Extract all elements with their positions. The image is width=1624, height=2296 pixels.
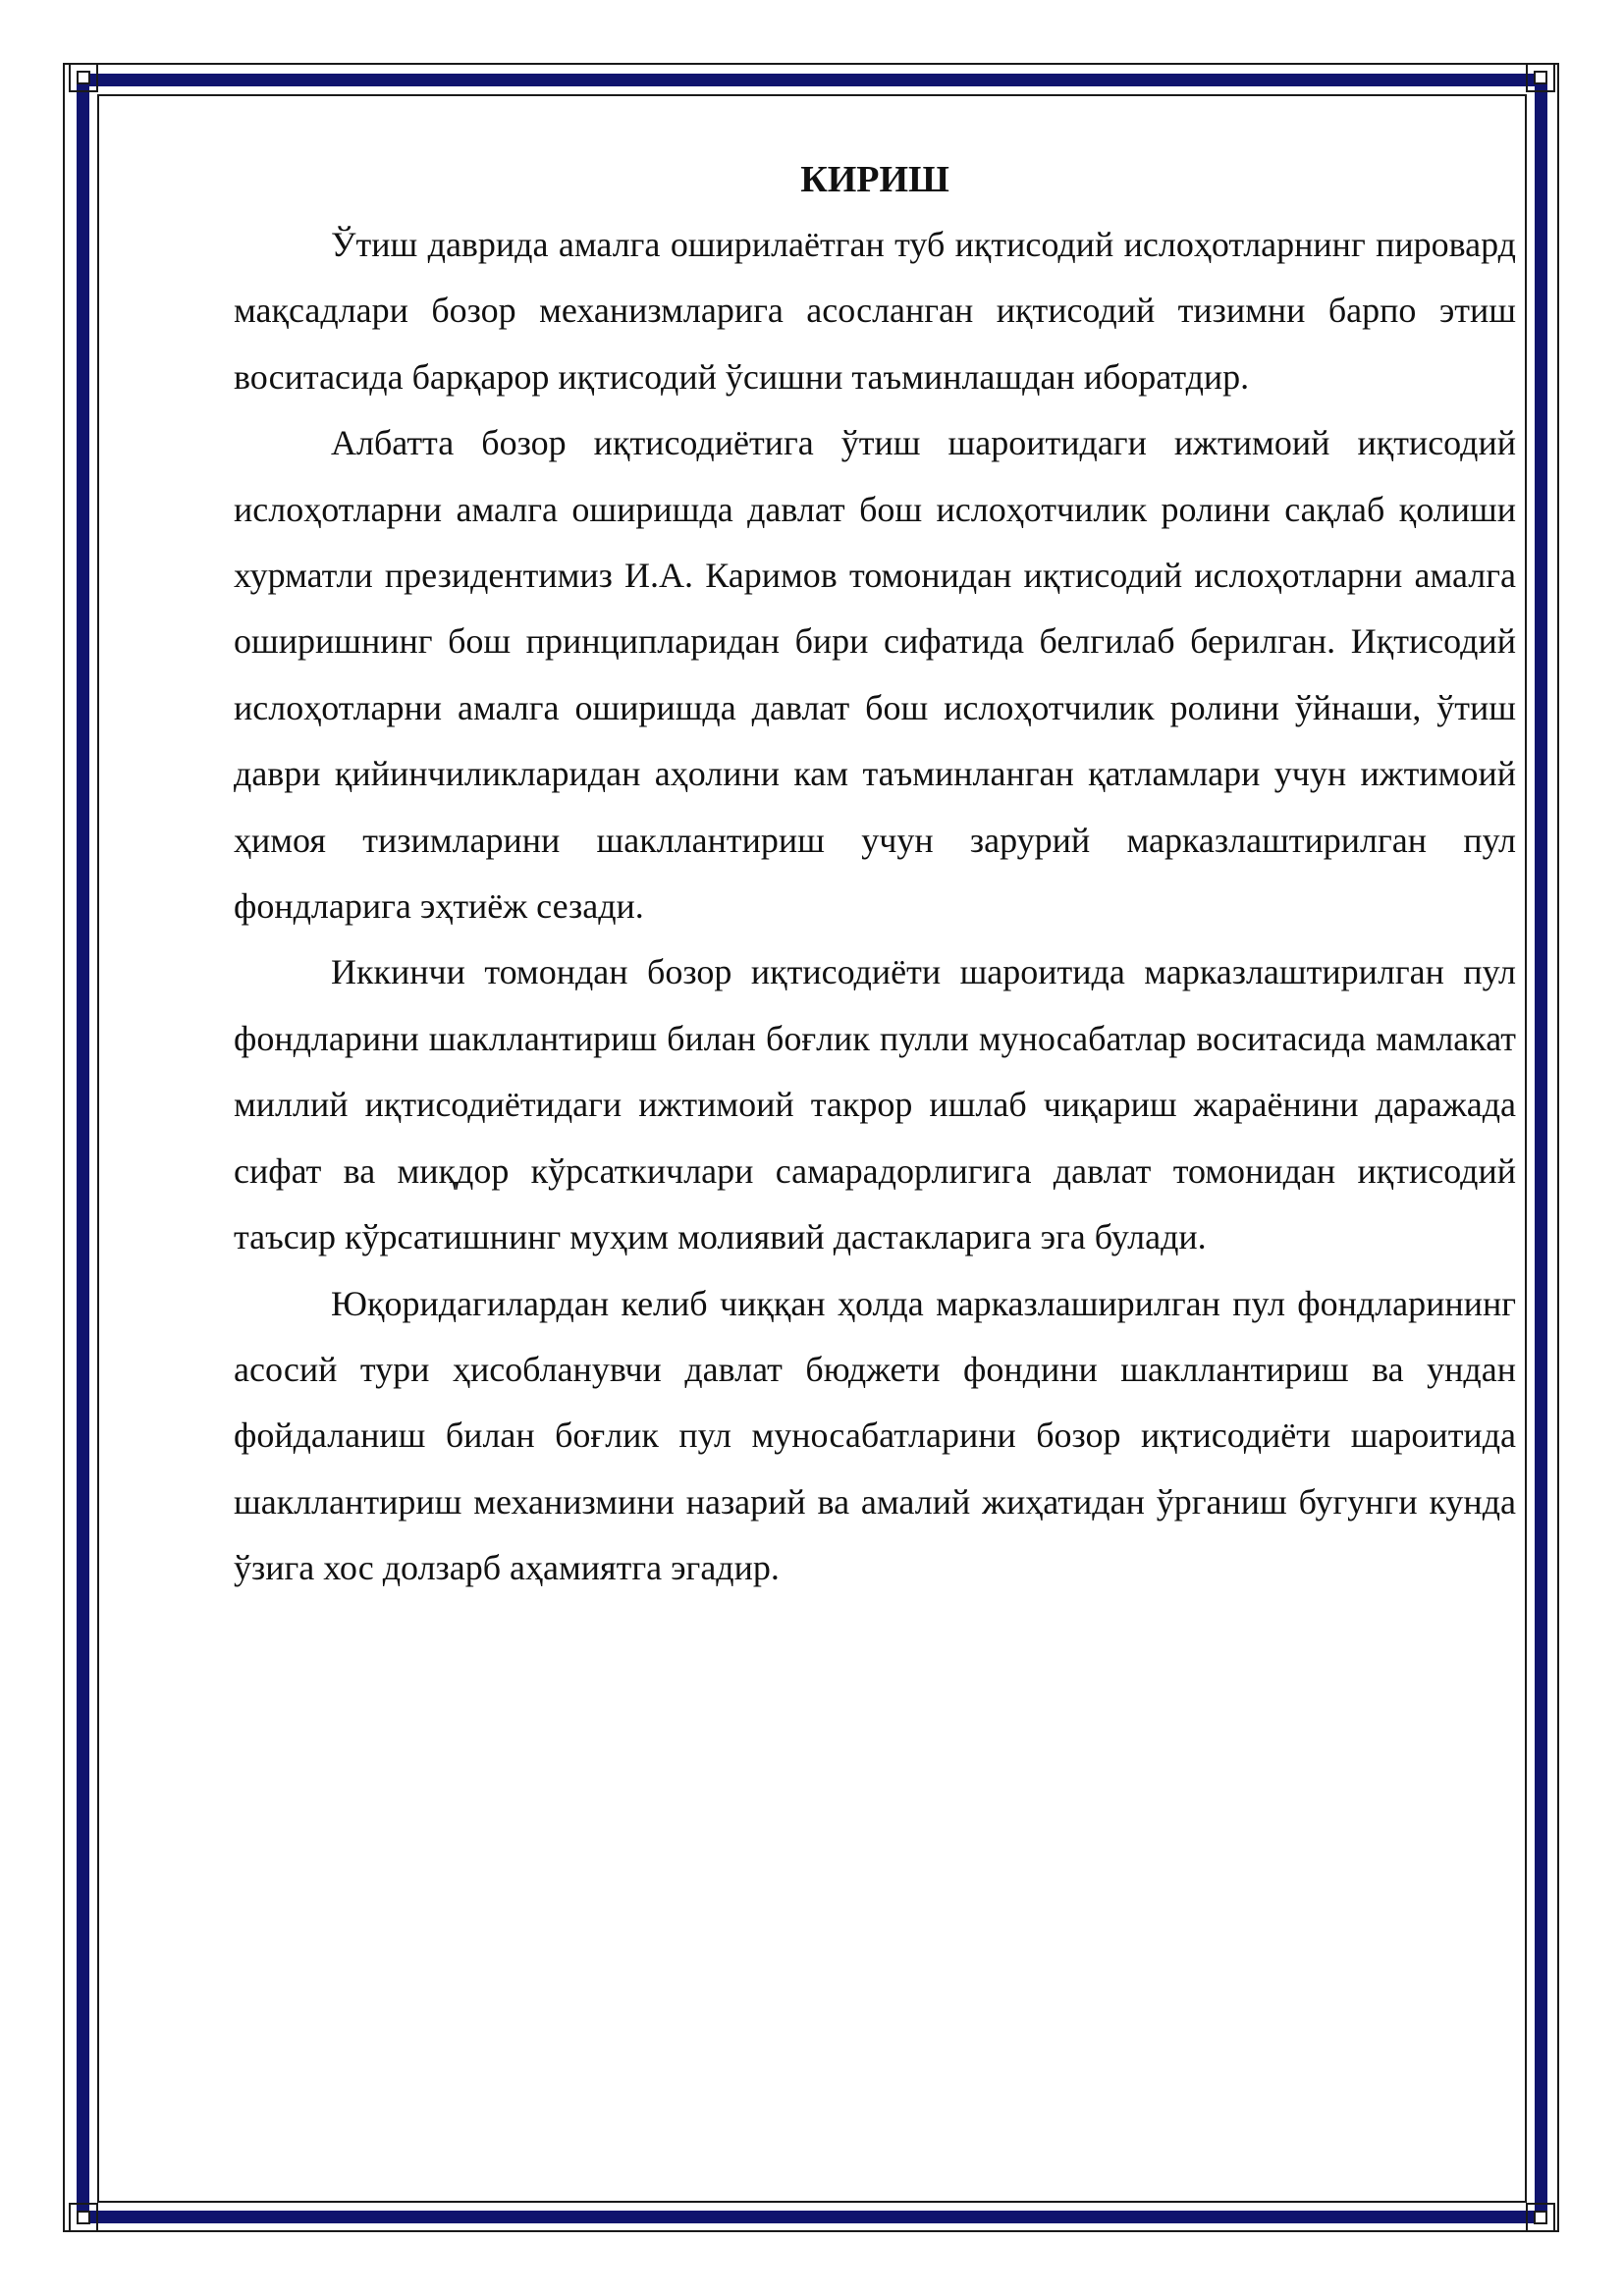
corner-ornament-bottom-right bbox=[1526, 2203, 1555, 2232]
page-title: КИРИШ bbox=[800, 159, 949, 200]
corner-ornament-top-left bbox=[69, 63, 98, 92]
paragraph-1: Ўтиш даврида амалга оширилаётган туб иқтисодий ислоҳотларнинг пировард мақсадлари бозор механизмларига асосланган иқтисодий тизимни барпо этиш воситасида барқарор иқтисодий ўсишни таъминлашдан иборатдир. bbox=[234, 225, 1516, 397]
corner-ornament-bottom-left bbox=[69, 2203, 98, 2232]
corner-ornament-top-right bbox=[1526, 63, 1555, 92]
paragraph-3: Иккинчи томондан бозор иқтисодиёти шароитида марказлаштирилган пул фондларини шакллантириш билан боғлик пулли муносабатлар воситасида мамлакат миллий иқтисодиётидаги ижтимоий такрор ишлаб чиқариш жараёнини даражада сифат ва миқдор кўрсаткичлари самарадорлигига давлат томонидан иқтисодий таъсир кўрсатишнинг муҳим молиявий дастакларига эга булади. bbox=[234, 952, 1516, 1257]
paragraph-4: Юқоридагилардан келиб чиққан ҳолда марказлаширилган пул фондларининг асосий тури ҳисобланувчи давлат бюджети фондини шакллантириш ва ундан фойдаланиш билан боғлик пул муносабатларини бозор иқтисодиёти шароитида шакллантириш механизмини назарий ва амалий жиҳатидан ўрганиш бугунги кунда ўзига хос долзарб аҳамиятга эгадир. bbox=[234, 1283, 1516, 1588]
document-body bbox=[234, 147, 1516, 1602]
paragraph-2: Албатта бозор иқтисодиётига ўтиш шароитидаги ижтимоий иқтисодий ислоҳотларни амалга оширишда давлат бош ислоҳотчилик ролини сақлаб қолиши хурматли президентимиз И.А. Каримов томонидан иқтисодий ислоҳотларни амалга оширишнинг бош принципларидан бири сифатида белгилаб берилган. Иқтисодий ислоҳотларни амалга оширишда давлат бош ислоҳотчилик ролини ўйнаши, ўтиш даври қийинчиликларидан аҳолини кам таъминланган қатламлари учун ижтимоий ҳимоя тизимларини шакллантириш учун зарурий марказлаштирилган пул фондларига эҳтиёж сезади. bbox=[234, 423, 1516, 927]
